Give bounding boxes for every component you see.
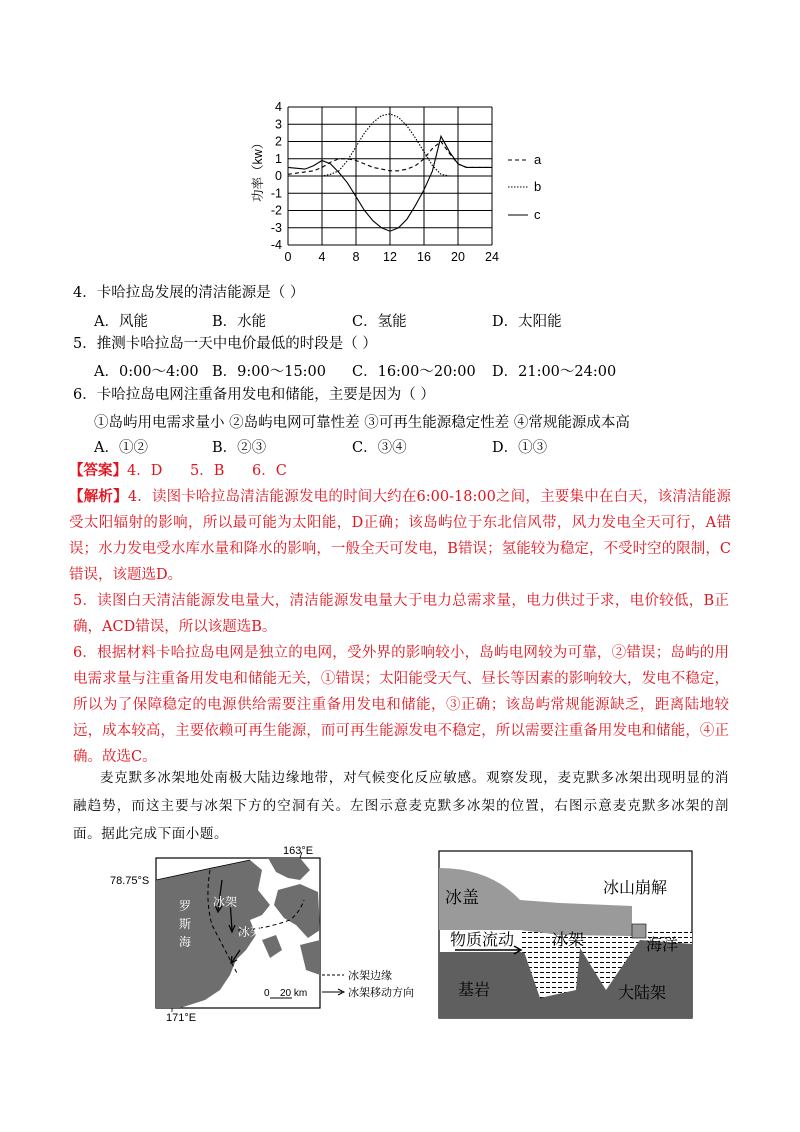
scale-20: 20 km <box>280 988 308 999</box>
y-tick-label: 0 <box>275 169 282 183</box>
analysis-6: 6．根据材料卡哈拉岛电网是独立的电网，受外界的影响较小，岛屿电网较为可靠，②错误；岛屿的用电需求量与注重备用发电和储能无关，①错误；太阳能受天气、昼长等因素的影响较大，发电不稳定，所以为了保障稳定的电源供给需要注重备用发电和储能，③正确；该岛屿常规能源缺乏，距离陆地较远，成本较高，主要依赖可再生能源，而可再生能源发电不稳定，所以需要注重备用发电和储能，④正确。故选C。 <box>73 645 729 765</box>
mcmurdo-location-map <box>110 843 440 1023</box>
x-tick-label: 0 <box>284 250 292 264</box>
label-calving: 冰山崩解 <box>603 880 668 897</box>
power-line-chart <box>235 98 555 270</box>
x-tick-label: 16 <box>417 250 431 264</box>
question-4-stem: 4．卡哈拉岛发展的清洁能源是（ ） <box>73 285 305 301</box>
lon-163: 163°E <box>283 845 314 857</box>
label-shelf: 冰架 <box>552 932 585 949</box>
legend-label-a: a <box>534 152 542 167</box>
y-tick-label: -3 <box>270 220 282 235</box>
y-axis-label: 功率（kw） <box>251 136 265 202</box>
y-tick-label: -4 <box>270 238 282 252</box>
label-flow: 物质流动 <box>450 932 515 949</box>
question-5-stem: 5．推测卡哈拉岛一天中电价最低的时段是（ ） <box>73 336 377 352</box>
label-ocean: 海洋 <box>646 937 679 954</box>
q6-option-d[interactable]: D．①③ <box>492 440 548 456</box>
y-tick-label: 2 <box>275 134 282 149</box>
q6-option-c[interactable]: C．③④ <box>352 440 407 456</box>
label-ice-cap: 冰盖 <box>445 888 479 907</box>
analysis-label: 【解析】 <box>69 488 128 505</box>
shelf-label-2: 冰架 <box>238 925 263 939</box>
q6-option-b[interactable]: B．②③ <box>212 440 267 456</box>
q6-statements: ①岛屿用电需求量小 ②岛屿电网可靠性差 ③可再生能源稳定性差 ④常规能源成本高 <box>94 415 630 431</box>
series-line-b <box>288 114 458 176</box>
sea-char-3: 海 <box>179 935 192 949</box>
q6-option-a[interactable]: A．①② <box>94 440 148 456</box>
x-tick-label: 20 <box>451 250 465 264</box>
question-6-stem: 6．卡哈拉岛电网注重备用发电和储能，主要是因为（ ） <box>73 387 435 403</box>
x-tick-label: 4 <box>318 250 326 264</box>
q4-option-a[interactable]: A．风能 <box>94 314 148 330</box>
analysis-4 <box>69 484 731 588</box>
legend-move-label: 冰架移动方向 <box>348 987 414 999</box>
q5-option-c[interactable]: C．16:00～20:00 <box>352 364 476 380</box>
x-tick-label: 24 <box>485 250 499 264</box>
answer-line <box>69 458 287 484</box>
y-tick-label: -1 <box>270 186 282 201</box>
sea-char-1: 罗 <box>179 899 192 913</box>
legend-edge-label: 冰架边缘 <box>348 970 392 982</box>
legend-label-b: b <box>534 179 542 194</box>
scale-0: 0 <box>264 988 270 999</box>
reading-passage: 麦克默多冰架地处南极大陆边缘地带，对气候变化反应敏感。观察发现，麦克默多冰架出现明显的消融趋势，而这主要与冰架下方的空洞有关。左图示意麦克默多冰架的位置，右图示意麦克默多冰架的剖面。据此完成下面小题。 <box>73 770 729 842</box>
x-tick-label: 8 <box>352 250 360 264</box>
y-tick-label: -2 <box>270 203 282 218</box>
y-tick-label: 3 <box>275 117 282 132</box>
answer-text: 4．D 5．B 6．C <box>127 463 287 479</box>
lat-7875: 78.75°S <box>110 875 150 887</box>
q5-option-d[interactable]: D．21:00～24:00 <box>492 364 617 380</box>
x-tick-label: 12 <box>383 250 397 264</box>
q4-option-d[interactable]: D．太阳能 <box>492 314 562 330</box>
label-continental-shelf: 大陆架 <box>618 985 667 1002</box>
lon-171: 171°E <box>166 1012 197 1023</box>
shelf-label-1: 冰架 <box>213 895 238 909</box>
answer-label: 【答案】 <box>69 462 127 479</box>
chart-legend <box>508 152 542 222</box>
y-tick-label: 4 <box>275 100 282 114</box>
analysis-5: 5．读图白天清洁能源发电量大，清洁能源发电量大于电力总需求量，电力供过于求，电价较低，B正确，ACD错误，所以该题选B。 <box>73 593 729 635</box>
q5-option-a[interactable]: A．0:00～4:00 <box>94 364 199 380</box>
y-tick-label: 1 <box>275 151 282 166</box>
q5-option-b[interactable]: B．9:00～15:00 <box>212 364 327 380</box>
q4-option-b[interactable]: B．水能 <box>212 314 267 330</box>
legend-label-c: c <box>534 207 541 222</box>
q4-option-c[interactable]: C．氢能 <box>352 314 407 330</box>
sea-char-2: 斯 <box>179 917 192 931</box>
ice-shelf-section-diagram <box>438 850 694 1020</box>
analysis-4-text: 4．读图卡哈拉岛清洁能源发电的时间大约在6:00-18:00之间，主要集中在白天，该清洁能源受太阳辐射的影响，所以最可能为太阳能，D正确；该岛屿位于东北信风带，风力发电全天可行，A错误；水力发电受水库水量和降水的影响，一般全天可发电，B错误；氢能较为稳定，不受时空的限制，C错误，该题选D。 <box>69 489 731 583</box>
label-bedrock: 基岩 <box>458 982 491 999</box>
